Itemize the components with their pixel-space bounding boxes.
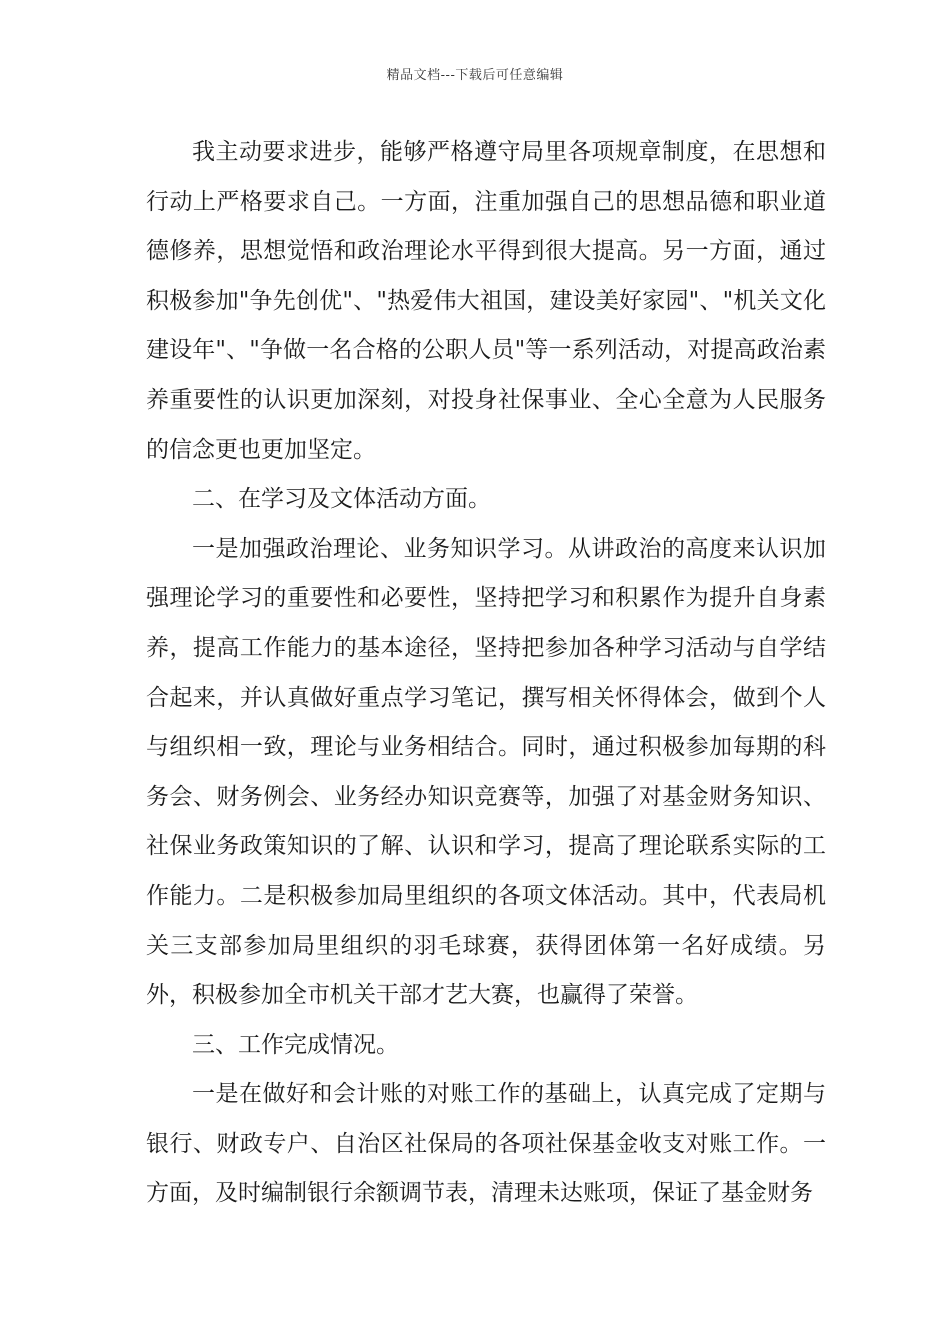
document-body: [146, 128, 826, 1219]
paragraph-study-activities: 一是加强政治理论、业务知识学习。从讲政治的高度来认识加强理论学习的重要性和必要性，坚持把学习和积累作为提升自身素养，提高工作能力的基本途径，坚持把参加各种学习活动与自学结合起来，并认真做好重点学习笔记，撰写相关怀得体会，做到个人与组织相一致，理论与业务相结合。同时，通过积极参加每期的科务会、财务例会、业务经办知识竞赛等，加强了对基金财务知识、社保业务政策知识的了解、认识和学习，提高了理论联系实际的工作能力。二是积极参加局里组织的各项文体活动。其中，代表局机关三支部参加局里组织的羽毛球赛，获得团体第一名好成绩。另外，积极参加全市机关干部才艺大赛，也赢得了荣誉。: [146, 535, 826, 1009]
section-heading-work: 三、工作完成情况。: [192, 1031, 399, 1058]
paragraph-ideology: 我主动要求进步，能够严格遵守局里各项规章制度，在思想和行动上严格要求自己。一方面，注重加强自己的思想品德和职业道德修养，思想觉悟和政治理论水平得到很大提高。另一方面，通过积极参加"争先创优"、"热爱伟大祖国，建设美好家园"、"机关文化建设年"、"争做一名合格的公职人员"等一系列活动，对提高政治素养重要性的认识更加深刻，对投身社保事业、全心全意为人民服务的信念更也更加坚定。: [146, 139, 826, 463]
page-header: 精品文档---下载后可任意编辑: [386, 68, 564, 83]
section-heading-study: 二、在学习及文体活动方面。: [192, 486, 491, 513]
paragraph-work-completion: 一是在做好和会计账的对账工作的基础上，认真完成了定期与银行、财政专户、自治区社保局的各项社保基金收支对账工作。一方面，及时编制银行余额调节表，清理未达账项，保证了基金财务: [146, 1081, 826, 1207]
